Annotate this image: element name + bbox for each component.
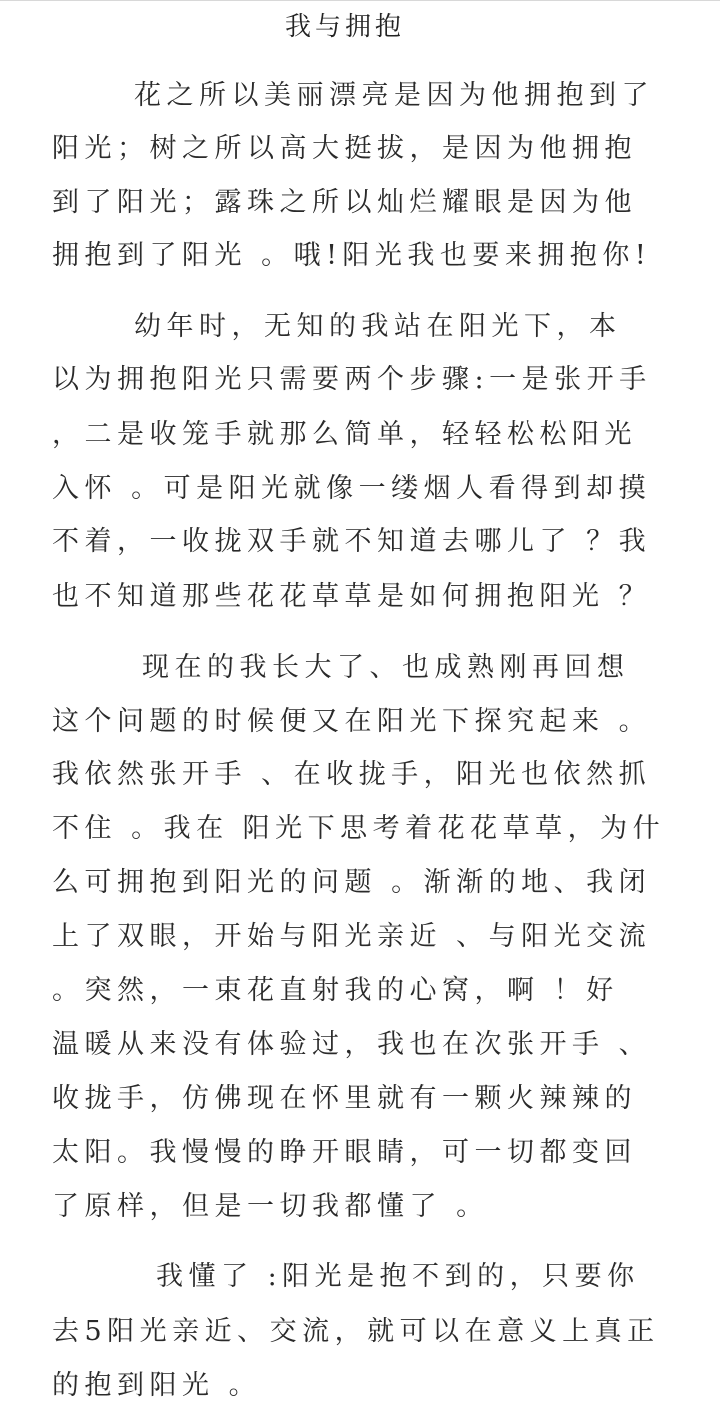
text-line: 也不知道那些花花草草是如何拥抱阳光 ？ xyxy=(52,581,652,612)
text-line: 太阳。我慢慢的睁开眼睛，可一切都变回 xyxy=(52,1137,637,1168)
text-line: 以为拥抱阳光只需要两个步骤:一是张开手 xyxy=(52,364,652,395)
text-line: 花之所以美丽漂亮是因为他拥抱到了 xyxy=(134,80,654,111)
text-line: ，二是收笼手就那么简单，轻轻松松阳光 xyxy=(52,419,637,450)
text-line: 到了阳光；露珠之所以灿烂耀眼是因为他 xyxy=(52,187,637,218)
text-line: 么可拥抱到阳光的问题 。渐渐的地、我闭 xyxy=(52,867,652,898)
text-line: 去5阳光亲近、交流，就可以在意义上真正 xyxy=(52,1316,660,1347)
text-line: 。突然，一束花直射我的心窝，啊 ！好 xyxy=(52,975,619,1006)
text-line: 的抱到阳光 。 xyxy=(52,1370,262,1401)
text-line: 幼年时，无知的我站在阳光下，本 xyxy=(134,311,622,342)
text-line: 了原样，但是一切我都懂了 。 xyxy=(52,1191,489,1222)
text-line: 温暖从来没有体验过，我也在次张开手 、 xyxy=(52,1029,652,1060)
text-line: 不住 。我在 阳光下思考着花花草草，为什 xyxy=(52,813,666,844)
text-line: 阳光；树之所以高大挺拔，是因为他拥抱 xyxy=(52,133,637,164)
essay-title: 我与拥抱 xyxy=(284,12,405,42)
text-line: 收拢手，仿佛现在怀里就有一颗火辣辣的 xyxy=(52,1083,637,1114)
text-line: 我懂了 :阳光是抱不到的，只要你 xyxy=(156,1261,640,1292)
text-line: 这个问题的时候便又在阳光下探究起来 。 xyxy=(52,706,652,737)
text-line: 拥抱到了阳光 。哦!阳光我也要来拥抱你! xyxy=(52,240,652,271)
text-line: 入怀 。可是阳光就像一缕烟人看得到却摸 xyxy=(52,473,652,504)
text-line: 我依然张开手 、在收拢手，阳光也依然抓 xyxy=(52,759,652,790)
text-line: 不着，一收拢双手就不知道去哪儿了 ？我 xyxy=(52,526,652,557)
text-line: 现在的我长大了、也成熟刚再回想 xyxy=(142,652,630,683)
text-line: 上了双眼，开始与阳光亲近 、与阳光交流 xyxy=(52,921,652,952)
